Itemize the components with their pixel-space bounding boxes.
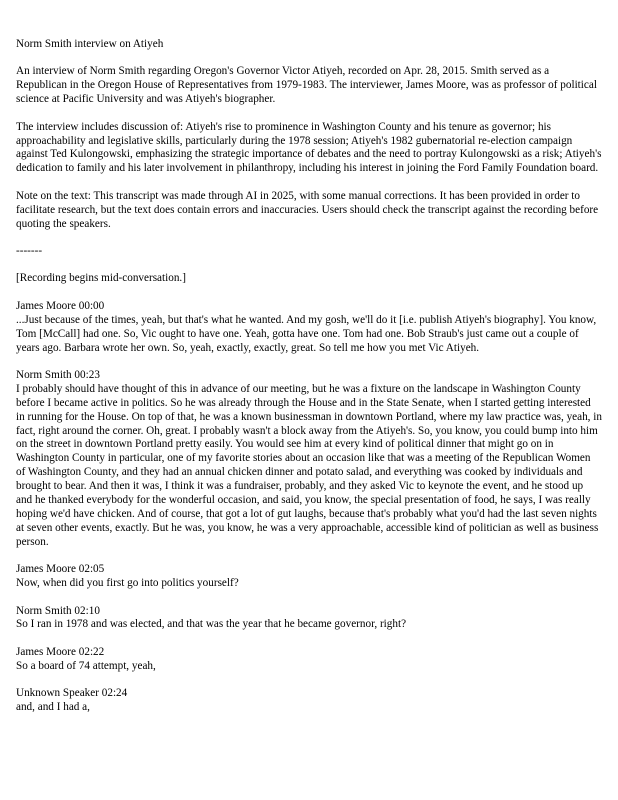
speaker-timestamp: Norm Smith 02:10 — [16, 604, 100, 617]
transcript-turn — [16, 687, 602, 715]
speaker-timestamp: James Moore 02:22 — [16, 645, 105, 658]
transcript-turn — [16, 300, 602, 356]
note-paragraph: Note on the text: This transcript was made through AI in 2025, with some manual corrections. It has been provided in order to facilitate research, but the text does contain errors and inaccuracies. Users should check the transcript against the recording before quoting the speakers. — [16, 189, 599, 230]
speaker-timestamp: Norm Smith 00:23 — [16, 368, 100, 381]
summary-paragraph: The interview includes discussion of: Atiyeh's rise to prominence in Washington County and his tenure as governor; his approachability and legislative skills, particularly during the 1978 session; Atiyeh's 1982 gubernatorial re-election campaign against Ted Kulongowski, emphasizing the strategic importance of debates and the need to portray Kulongowski as a risk; Atiyeh's dedication to family and his later involvement in philanthropy, including his interest in joining the Ford Family Foundation board. — [16, 120, 602, 175]
speech-text: and, and I had a, — [16, 701, 90, 714]
transcript-page — [16, 38, 602, 728]
speech-text: So I ran in 1978 and was elected, and that was the year that he became governor, right? — [16, 618, 407, 631]
recording-note: [Recording begins mid-conversation.] — [16, 272, 186, 285]
transcript-turn — [16, 563, 602, 591]
transcript-turn — [16, 369, 602, 550]
transcript-turn — [16, 646, 602, 674]
speech-text: ...Just because of the times, yeah, but that's what he wanted. And my gosh, we'll do it [i.e. publish Atiyeh's biography]. You know, Tom [McCall] had one. So, Vic ought to have one. Yeah, gotta have one. Tom had one. Bob Straub's just came out a couple of years ago. Barbara wrote her own. So, yeah, exactly, exactly, great. So tell me how you met Vic Atiyeh. — [16, 313, 597, 354]
speaker-timestamp: James Moore 02:05 — [16, 563, 105, 576]
document-title: Norm Smith interview on Atiyeh — [16, 38, 164, 50]
transcript-turn — [16, 605, 602, 633]
intro-paragraph: An interview of Norm Smith regarding Oregon's Governor Victor Atiyeh, recorded on Apr. 28, 2015. Smith served as a Republican in the Oregon House of Representatives from 1979-1983. The interviewer, James Moore, was as professor of political science at Pacific University and was Atiyeh's biographer. — [16, 65, 597, 106]
speaker-timestamp: James Moore 00:00 — [16, 299, 105, 312]
separator-line: ------- — [16, 244, 43, 257]
speech-text: So a board of 74 attempt, yeah, — [16, 659, 156, 672]
speaker-timestamp: Unknown Speaker 02:24 — [16, 687, 128, 700]
speech-text: I probably should have thought of this in advance of our meeting, but he was a fixture on the landscape in Washington County before I became active in politics. So he was already through the House and in the State Senate, when I started getting interested in running for the House. On top of that, he was a known businessman in downtown Portland, where my law practice was, yeah, in fact, right around the corner. Oh, great. I probably wasn't a block away from the Atiyeh's. So, you know, you could bump into him on the street in downtown Portland pretty easily. You would see him at every kind of political dinner that might go on in Washington County in particular, one of my favorite stories about an occasion like that was a meeting of the Republican Women of Washington County, and they had an annual chicken dinner and potato salad, and everything was cooked by individuals and brought to bear. And then it was, I think it was a fundraiser, probably, and they asked Vic to keynote the event, and he stood up and he thanked everybody for the wonderful occasion, and said, you know, the special presentation of food, he says, I was really hoping we'd have chicken. And of course, that got a lot of gut laughs, because that's probably what you'd had the last seven nights at seven other events, exactly. But he was, you know, he was a very approachable, accessible kind of politician as well as business person. — [16, 382, 602, 548]
speech-text: Now, when did you first go into politics yourself? — [16, 577, 239, 590]
